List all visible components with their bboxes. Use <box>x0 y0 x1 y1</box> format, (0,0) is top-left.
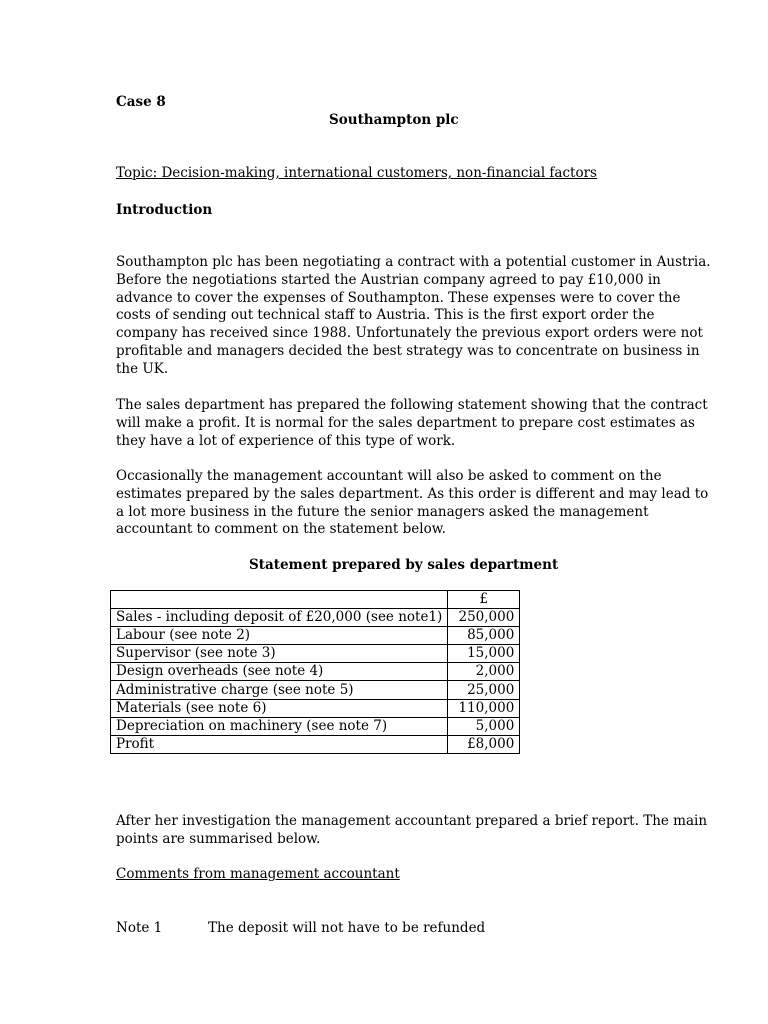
text-line: will make a profit. It is normal for the sales department to prepare cost estimates as <box>116 414 695 431</box>
text-line: the UK. <box>116 360 169 377</box>
table-cell <box>111 591 448 609</box>
text-line: company has received since 1988. Unfortunately the previous export orders were not <box>116 325 703 342</box>
paragraph-report <box>116 813 708 849</box>
paragraph-accountant <box>116 468 709 539</box>
row-amount: 5,000 <box>448 717 520 735</box>
text-line: The sales department has prepared the following statement showing that the contract <box>116 397 708 413</box>
text-line: Occasionally the management accountant will also be asked to comment on the <box>116 468 662 484</box>
text-line: Before the negotiations started the Austrian company agreed to pay £10,000 in <box>116 271 661 288</box>
row-amount: 110,000 <box>448 699 520 717</box>
table-row <box>111 627 520 645</box>
case-label: Case 8 <box>116 94 166 110</box>
text-line: After her investigation the management accountant prepared a brief report. The main <box>116 813 708 829</box>
row-amount: £8,000 <box>448 735 520 753</box>
text-line: estimates prepared by the sales department. As this order is different and may lead to <box>116 485 709 502</box>
text-line: they have a lot of experience of this type of work. <box>116 432 456 449</box>
table-row <box>111 717 520 735</box>
introduction-heading: Introduction <box>116 202 213 218</box>
row-amount: 250,000 <box>448 609 520 627</box>
row-label: Depreciation on machinery (see note 7) <box>111 717 448 735</box>
statement-title: Statement prepared by sales department <box>249 557 559 573</box>
row-label: Materials (see note 6) <box>111 699 448 717</box>
table-row <box>111 609 520 627</box>
note1-text: The deposit will not have to be refunded <box>208 920 486 936</box>
text-line: accountant to comment on the statement below. <box>116 521 446 538</box>
table-row <box>111 645 520 663</box>
table-row-profit <box>111 735 520 753</box>
text-line: Southampton plc has been negotiating a contract with a potential customer in Austria. <box>116 254 711 270</box>
text-line: advance to cover the expenses of Southampton. These expenses were to cover the <box>116 289 681 306</box>
table-row <box>111 663 520 681</box>
row-label: Administrative charge (see note 5) <box>111 681 448 699</box>
row-amount: 15,000 <box>448 645 520 663</box>
row-amount: 85,000 <box>448 627 520 645</box>
text-line: profitable and managers decided the best strategy was to concentrate on business in <box>116 342 700 359</box>
paragraph-intro <box>116 254 711 379</box>
row-amount: 25,000 <box>448 681 520 699</box>
row-label: Supervisor (see note 3) <box>111 645 448 663</box>
row-label: Profit <box>111 735 448 753</box>
currency-header: £ <box>448 591 520 609</box>
topic-line: Topic: Decision-making, international customers, non-financial factors <box>116 165 597 181</box>
row-label: Labour (see note 2) <box>111 627 448 645</box>
row-label: Design overheads (see note 4) <box>111 663 448 681</box>
text-line: a lot more business in the future the senior managers asked the management <box>116 503 649 520</box>
text-line: costs of sending out technical staff to Austria. This is the first export order the <box>116 307 655 324</box>
table-row <box>111 681 520 699</box>
table-row <box>111 699 520 717</box>
comments-heading: Comments from management accountant <box>116 866 400 882</box>
row-label: Sales - including deposit of £20,000 (see note1) <box>111 609 448 627</box>
note1-label: Note 1 <box>116 920 163 936</box>
row-amount: 2,000 <box>448 663 520 681</box>
company-title: Southampton plc <box>329 112 459 128</box>
paragraph-sales <box>116 397 708 450</box>
table-header-row <box>111 591 520 609</box>
text-line: points are summarised below. <box>116 830 321 847</box>
statement-table <box>110 590 520 754</box>
